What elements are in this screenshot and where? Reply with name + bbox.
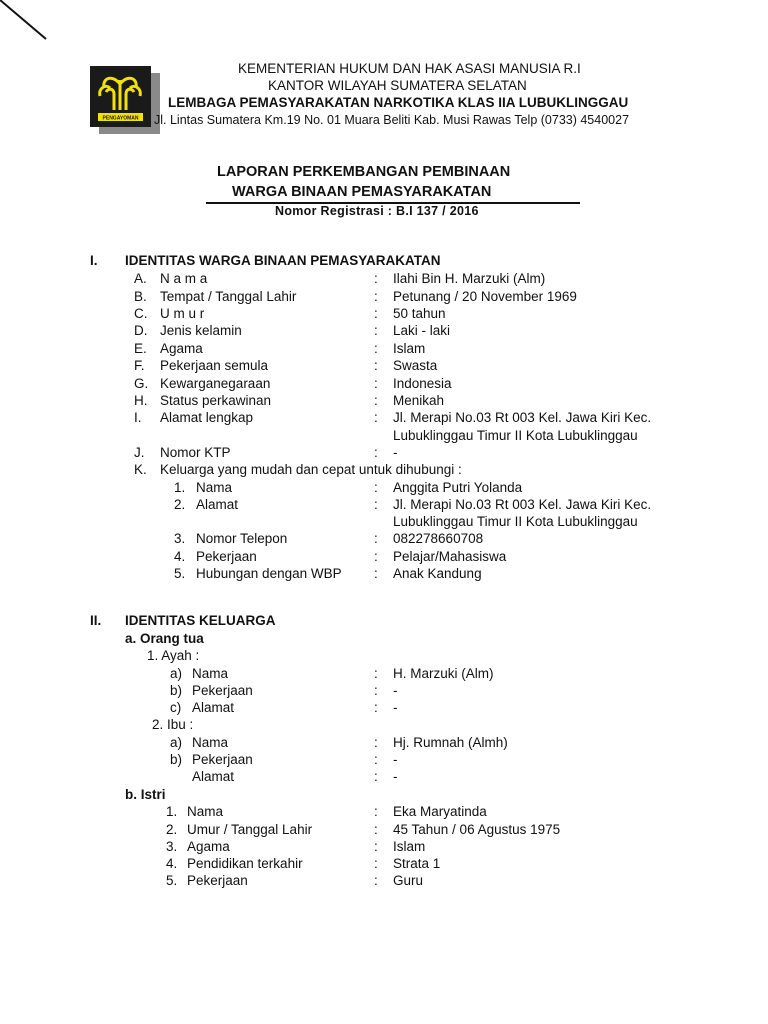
list-number: a): [170, 735, 183, 750]
row-colon: :: [374, 735, 378, 750]
row-value: Anak Kandung: [393, 566, 482, 581]
list-number: 4.: [166, 856, 178, 871]
row-label: Nama: [192, 666, 229, 681]
row-letter: K.: [134, 462, 147, 477]
row-label: Agama: [187, 839, 230, 854]
row-value: -: [393, 752, 398, 767]
row-label: Pekerjaan: [192, 683, 253, 698]
row-colon: :: [374, 271, 378, 286]
row-value: Laki - laki: [393, 323, 451, 338]
row-colon: :: [374, 341, 378, 356]
row-value: Menikah: [393, 393, 445, 408]
row-letter: F.: [134, 358, 145, 373]
list-number: 2.: [174, 497, 186, 512]
row-label: Pekerjaan semula: [160, 358, 269, 373]
row-colon: :: [374, 497, 378, 512]
row-letter: H.: [134, 393, 148, 408]
section2-heading: IDENTITAS KELUARGA: [125, 613, 276, 628]
row-letter: B.: [134, 289, 147, 304]
row-label: Kewarganegaraan: [160, 376, 271, 391]
row-colon: :: [374, 666, 378, 681]
row-label: N a m a: [160, 271, 208, 286]
list-number: 1.: [174, 480, 186, 495]
list-number: 4.: [174, 549, 186, 564]
list-number: 5.: [174, 566, 186, 581]
row-label: Alamat: [196, 497, 239, 512]
row-colon: :: [374, 839, 378, 854]
list-number: 3.: [174, 531, 186, 546]
row-letter: G.: [134, 376, 149, 391]
father-label: 1. Ayah :: [147, 648, 200, 663]
row-colon: :: [374, 376, 378, 391]
row-colon: :: [374, 358, 378, 373]
row-value: -: [393, 445, 398, 460]
row-colon: :: [374, 752, 378, 767]
row-label: Umur / Tanggal Lahir: [187, 822, 313, 837]
row-colon: :: [374, 822, 378, 837]
mother-label: 2. Ibu :: [152, 717, 194, 732]
row-value: Eka Maryatinda: [393, 804, 487, 819]
row-label: U m u r: [160, 306, 205, 321]
row-label: Hubungan dengan WBP: [196, 566, 342, 581]
row-label: Agama: [160, 341, 203, 356]
list-number: b): [170, 683, 183, 698]
corner-scan-line: [0, 0, 60, 50]
list-number: b): [170, 752, 183, 767]
list-number: 2.: [166, 822, 178, 837]
section1-heading: IDENTITAS WARGA BINAAN PEMASYARAKATAN: [125, 253, 441, 268]
pengayoman-tree-icon: [90, 66, 151, 127]
list-number: 1.: [166, 804, 178, 819]
row-letter: C.: [134, 306, 148, 321]
row-letter: E.: [134, 341, 147, 356]
row-value: Indonesia: [393, 376, 452, 391]
row-value: Jl. Merapi No.03 Rt 003 Kel. Jawa Kiri Kec.: [393, 497, 652, 512]
header-institution: LEMBAGA PEMASYARAKATAN NARKOTIKA KLAS IIA LUBUKLINGGAU: [168, 95, 629, 110]
row-value: Guru: [393, 873, 424, 888]
registration-number: Nomor Registrasi : B.I 137 / 2016: [275, 204, 479, 218]
parents-subheading: a. Orang tua: [125, 631, 204, 646]
row-colon: :: [374, 683, 378, 698]
row-label: Nama: [196, 480, 233, 495]
row-colon: :: [374, 323, 378, 338]
row-value-continued: Lubuklinggau Timur II Kota Lubuklinggau: [393, 428, 638, 443]
row-label: Pekerjaan: [196, 549, 257, 564]
row-label: Alamat: [192, 769, 235, 784]
row-value: Jl. Merapi No.03 Rt 003 Kel. Jawa Kiri Kec.: [393, 410, 652, 425]
row-value: -: [393, 769, 398, 784]
row-value: Petunang / 20 November 1969: [393, 289, 577, 304]
row-label: Tempat / Tanggal Lahir: [160, 289, 297, 304]
row-value: 45 Tahun / 06 Agustus 1975: [393, 822, 561, 837]
row-colon: :: [374, 531, 378, 546]
row-value: -: [393, 700, 398, 715]
row-label: Pekerjaan: [192, 752, 253, 767]
row-colon: :: [374, 769, 378, 784]
header-ministry: KEMENTERIAN HUKUM DAN HAK ASASI MANUSIA R.I: [238, 61, 581, 76]
row-value: Strata 1: [393, 856, 441, 871]
row-label: Status perkawinan: [160, 393, 272, 408]
row-label: Nama: [187, 804, 224, 819]
row-value: Pelajar/Mahasiswa: [393, 549, 507, 564]
row-letter: A.: [134, 271, 147, 286]
row-label: Nomor KTP: [160, 445, 231, 460]
row-value: 50 tahun: [393, 306, 446, 321]
row-colon: :: [374, 410, 378, 425]
row-label: Nama: [192, 735, 229, 750]
header-address: Jl. Lintas Sumatera Km.19 No. 01 Muara Beliti Kab. Musi Rawas Telp (0733) 4540027: [154, 113, 630, 127]
list-number: 5.: [166, 873, 178, 888]
row-colon: :: [374, 289, 378, 304]
row-label: Jenis kelamin: [160, 323, 242, 338]
row-value: Anggita Putri Yolanda: [393, 480, 523, 495]
section1-number: I.: [90, 253, 98, 268]
wife-subheading: b. Istri: [125, 787, 166, 802]
row-label: Pendidikan terkahir: [187, 856, 303, 871]
row-label: Alamat: [192, 700, 235, 715]
row-colon: :: [374, 804, 378, 819]
row-value: Swasta: [393, 358, 438, 373]
list-number: c): [170, 700, 182, 715]
row-label: Alamat lengkap: [160, 410, 254, 425]
row-value: Hj. Rumnah (Almh): [393, 735, 508, 750]
row-colon: :: [374, 856, 378, 871]
logo: [90, 66, 151, 127]
contact-heading: Keluarga yang mudah dan cepat untuk dihubungi :: [160, 462, 462, 477]
row-value: Islam: [393, 341, 426, 356]
row-value: -: [393, 683, 398, 698]
row-value: 082278660708: [393, 531, 484, 546]
section2-number: II.: [90, 613, 102, 628]
row-value-continued: Lubuklinggau Timur II Kota Lubuklinggau: [393, 514, 638, 529]
row-colon: :: [374, 480, 378, 495]
row-letter: J.: [134, 445, 145, 460]
list-number: a): [170, 666, 183, 681]
row-value: Ilahi Bin H. Marzuki (Alm): [393, 271, 546, 286]
row-colon: :: [374, 445, 378, 460]
list-number: 3.: [166, 839, 178, 854]
row-colon: :: [374, 873, 378, 888]
row-label: Nomor Telepon: [196, 531, 288, 546]
row-colon: :: [374, 306, 378, 321]
report-subtitle: WARGA BINAAN PEMASYARAKATAN: [232, 184, 492, 200]
row-value: H. Marzuki (Alm): [393, 666, 494, 681]
report-title: LAPORAN PERKEMBANGAN PEMBINAAN: [217, 164, 511, 180]
row-colon: :: [374, 393, 378, 408]
logo-caption: PENGAYOMAN: [102, 115, 139, 122]
header-office: KANTOR WILAYAH SUMATERA SELATAN: [268, 78, 527, 93]
row-label: Pekerjaan: [187, 873, 248, 888]
row-letter: D.: [134, 323, 148, 338]
row-colon: :: [374, 549, 378, 564]
row-letter: I.: [134, 410, 142, 425]
row-colon: :: [374, 700, 378, 715]
row-value: Islam: [393, 839, 426, 854]
row-colon: :: [374, 566, 378, 581]
